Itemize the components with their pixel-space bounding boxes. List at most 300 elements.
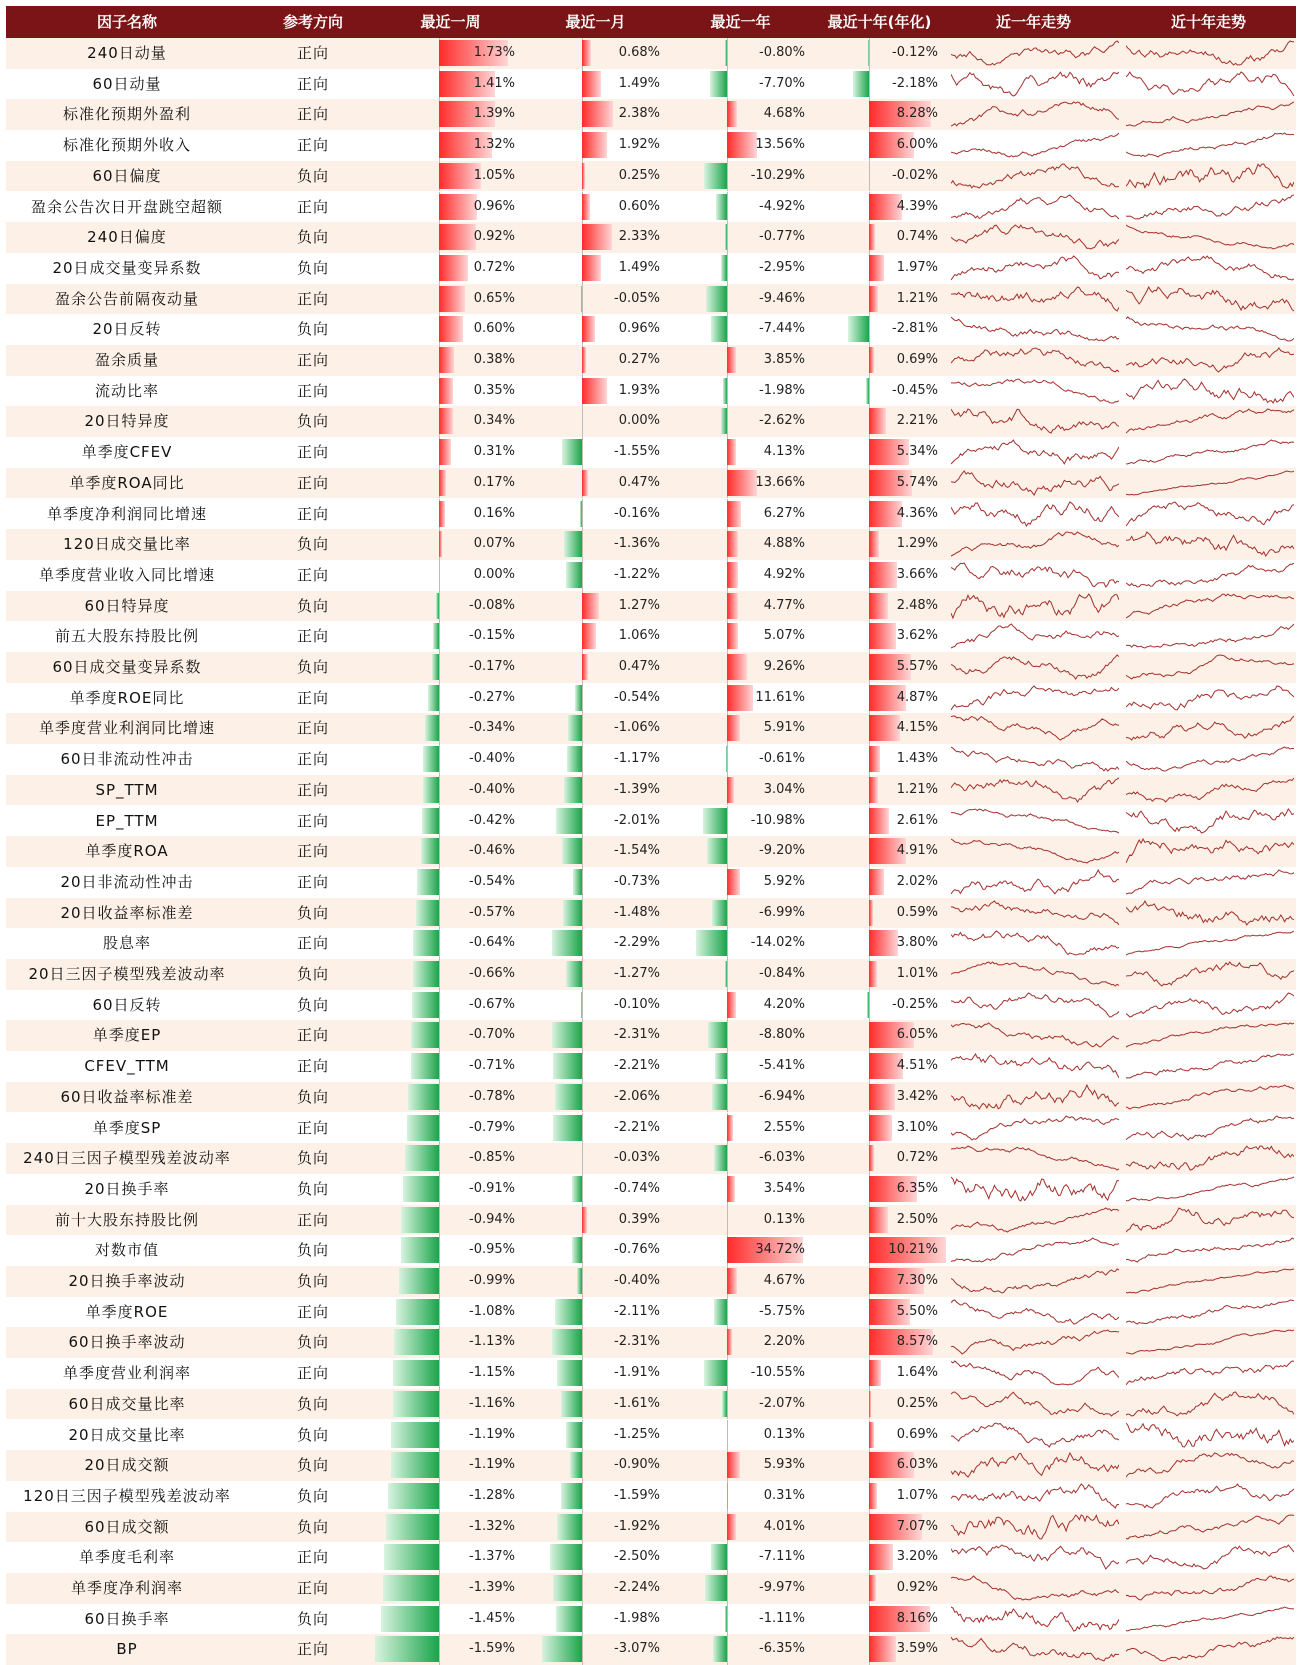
week-bar — [391, 1422, 439, 1448]
sparkline-1y-line — [951, 287, 1119, 311]
week-value: -0.99% — [435, 1266, 515, 1297]
sparkline-1y — [951, 929, 1119, 957]
table-row — [6, 652, 1296, 683]
sparkline-10y-line — [1126, 778, 1294, 802]
year-bar — [704, 163, 727, 189]
table-row — [6, 1389, 1296, 1420]
factor-name: 20日三因子模型残差波动率 — [6, 959, 248, 990]
factor-direction: 正向 — [248, 468, 378, 499]
decade-value: 4.51% — [858, 1051, 938, 1082]
month-bar — [555, 1084, 582, 1110]
table-row — [6, 591, 1296, 622]
decade-value: 8.28% — [858, 99, 938, 130]
sparkline-1y — [951, 100, 1119, 128]
sparkline-1y-line — [951, 379, 1119, 403]
factor-direction: 正向 — [248, 1020, 378, 1051]
sparkline-10y — [1126, 899, 1294, 927]
sparkline-1y — [951, 1482, 1119, 1510]
sparkline-1y — [951, 592, 1119, 620]
sparkline-1y — [951, 991, 1119, 1019]
factor-name: 120日三因子模型残差波动率 — [6, 1481, 248, 1512]
table-row — [6, 928, 1296, 959]
factor-name: 单季度CFEV — [6, 437, 248, 468]
year-value: 4.77% — [725, 591, 805, 622]
factor-name: 单季度营业利润率 — [6, 1358, 248, 1389]
year-value: -1.98% — [725, 376, 805, 407]
factor-name: 240日动量 — [6, 38, 248, 69]
header-month: 最近一月 — [523, 6, 668, 38]
decade-value: 10.21% — [858, 1235, 938, 1266]
year-value: -6.03% — [725, 1143, 805, 1174]
week-value: 1.73% — [435, 38, 515, 69]
sparkline-1y — [951, 1421, 1119, 1449]
sparkline-1y-line — [951, 563, 1119, 587]
table-row — [6, 1113, 1296, 1144]
week-bar — [388, 1483, 439, 1509]
month-bar — [553, 1575, 582, 1601]
sparkline-1y — [951, 500, 1119, 528]
week-bar — [394, 1329, 439, 1355]
year-value: 0.13% — [725, 1420, 805, 1451]
sparkline-1y — [951, 1513, 1119, 1541]
week-value: 0.92% — [435, 222, 515, 253]
month-value: -0.05% — [580, 284, 660, 315]
sparkline-10y-line — [1126, 1576, 1294, 1600]
year-value: -7.11% — [725, 1542, 805, 1573]
table-row — [6, 1420, 1296, 1451]
table-row — [6, 683, 1296, 714]
month-value: -1.17% — [580, 744, 660, 775]
sparkline-10y-line — [1126, 809, 1294, 833]
factor-name: 前五大股东持股比例 — [6, 621, 248, 652]
table-row — [6, 1205, 1296, 1236]
week-value: -1.37% — [435, 1542, 515, 1573]
factor-name: EP_TTM — [6, 806, 248, 837]
factor-direction: 正向 — [248, 560, 378, 591]
factor-name: 前十大股东持股比例 — [6, 1205, 248, 1236]
week-value: -0.40% — [435, 775, 515, 806]
week-value: -1.28% — [435, 1481, 515, 1512]
factor-name: 60日动量 — [6, 69, 248, 100]
sparkline-1y-line — [951, 686, 1119, 710]
table-row — [6, 1512, 1296, 1543]
sparkline-1y-line — [951, 1361, 1119, 1385]
sparkline-10y-line — [1126, 195, 1294, 219]
factor-name: 20日成交量比率 — [6, 1420, 248, 1451]
decade-value: -0.45% — [858, 376, 938, 407]
decade-value: 3.42% — [858, 1082, 938, 1113]
factor-name: 单季度净利润率 — [6, 1573, 248, 1604]
sparkline-1y — [951, 1605, 1119, 1633]
factor-name: 流动比率 — [6, 376, 248, 407]
month-bar — [561, 1483, 582, 1509]
sparkline-1y — [951, 1451, 1119, 1479]
month-value: 1.93% — [580, 376, 660, 407]
sparkline-10y-line — [1126, 287, 1294, 311]
sparkline-10y — [1126, 1421, 1294, 1449]
factor-direction: 正向 — [248, 713, 378, 744]
factor-name: 20日非流动性冲击 — [6, 867, 248, 898]
sparkline-1y-line — [951, 502, 1119, 526]
factor-name: 60日成交额 — [6, 1512, 248, 1543]
decade-value: -2.81% — [858, 314, 938, 345]
sparkline-1y-line — [951, 1576, 1119, 1600]
month-bar — [552, 1329, 582, 1355]
sparkline-10y-line — [1126, 1423, 1294, 1447]
sparkline-10y-line — [1126, 102, 1294, 126]
month-value: 2.33% — [580, 222, 660, 253]
factor-direction: 负向 — [248, 1143, 378, 1174]
sparkline-10y — [1126, 1267, 1294, 1295]
sparkline-1y-line — [951, 655, 1119, 679]
sparkline-10y — [1126, 285, 1294, 313]
sparkline-1y — [951, 223, 1119, 251]
year-bar — [696, 930, 727, 956]
sparkline-10y-line — [1126, 870, 1294, 894]
factor-name: 盈余公告前隔夜动量 — [6, 284, 248, 315]
sparkline-10y-line — [1126, 502, 1294, 526]
factor-name: BP — [6, 1634, 248, 1665]
factor-direction: 负向 — [248, 161, 378, 192]
table-row — [6, 1327, 1296, 1358]
table-row — [6, 38, 1296, 69]
decade-value: 1.21% — [858, 284, 938, 315]
sparkline-1y — [951, 837, 1119, 865]
sparkline-10y — [1126, 1451, 1294, 1479]
sparkline-1y — [951, 1021, 1119, 1049]
year-value: -2.07% — [725, 1389, 805, 1420]
month-value: -1.25% — [580, 1420, 660, 1451]
decade-value: 2.48% — [858, 591, 938, 622]
decade-value: 1.97% — [858, 253, 938, 284]
sparkline-10y — [1126, 377, 1294, 405]
sparkline-1y — [951, 1390, 1119, 1418]
sparkline-1y — [951, 653, 1119, 681]
sparkline-1y — [951, 622, 1119, 650]
sparkline-10y — [1126, 929, 1294, 957]
decade-value: 6.35% — [858, 1174, 938, 1205]
month-bar — [562, 838, 582, 864]
month-value: -1.36% — [580, 529, 660, 560]
table-row — [6, 1266, 1296, 1297]
table-row — [6, 1358, 1296, 1389]
year-value: -8.80% — [725, 1020, 805, 1051]
month-value: -0.03% — [580, 1143, 660, 1174]
factor-name: 240日三因子模型残差波动率 — [6, 1143, 248, 1174]
week-value: -1.13% — [435, 1327, 515, 1358]
factor-name: 120日成交量比率 — [6, 529, 248, 560]
sparkline-10y — [1126, 438, 1294, 466]
month-value: 0.47% — [580, 652, 660, 683]
week-value: 0.34% — [435, 406, 515, 437]
sparkline-10y — [1126, 254, 1294, 282]
sparkline-10y — [1126, 561, 1294, 589]
sparkline-1y-line — [951, 1146, 1119, 1170]
table-row — [6, 1542, 1296, 1573]
factor-name: 60日偏度 — [6, 161, 248, 192]
week-value: -0.64% — [435, 928, 515, 959]
factor-direction: 正向 — [248, 99, 378, 130]
table-row — [6, 744, 1296, 775]
sparkline-1y — [951, 868, 1119, 896]
decade-value: 1.29% — [858, 529, 938, 560]
sparkline-1y-line — [951, 440, 1119, 464]
sparkline-10y — [1126, 868, 1294, 896]
decade-value: 4.36% — [858, 499, 938, 530]
sparkline-10y-line — [1126, 747, 1294, 771]
decade-value: 3.80% — [858, 928, 938, 959]
sparkline-10y-line — [1126, 1484, 1294, 1508]
factor-direction: 正向 — [248, 1358, 378, 1389]
sparkline-1y-line — [951, 256, 1119, 280]
sparkline-1y — [951, 745, 1119, 773]
table-row — [6, 130, 1296, 161]
sparkline-10y-line — [1126, 1146, 1294, 1170]
factor-name: 20日特异度 — [6, 406, 248, 437]
sparkline-1y-line — [951, 901, 1119, 925]
sparkline-10y-line — [1126, 256, 1294, 280]
sparkline-1y-line — [951, 1453, 1119, 1477]
table-row — [6, 959, 1296, 990]
sparkline-1y-line — [951, 1023, 1119, 1047]
month-value: -1.98% — [580, 1604, 660, 1635]
week-bar — [393, 1391, 439, 1417]
sparkline-10y-line — [1126, 440, 1294, 464]
week-bar — [399, 1268, 439, 1294]
month-value: 0.60% — [580, 192, 660, 223]
week-value: 1.41% — [435, 69, 515, 100]
sparkline-1y — [951, 899, 1119, 927]
factor-direction: 正向 — [248, 1542, 378, 1573]
sparkline-1y — [951, 254, 1119, 282]
sparkline-10y — [1126, 807, 1294, 835]
table-row — [6, 1450, 1296, 1481]
week-value: -0.54% — [435, 867, 515, 898]
month-value: -1.22% — [580, 560, 660, 591]
month-value: -0.74% — [580, 1174, 660, 1205]
factor-direction: 正向 — [248, 1051, 378, 1082]
header-trend-1y: 近一年走势 — [946, 6, 1121, 38]
decade-value: 2.61% — [858, 806, 938, 837]
sparkline-10y-line — [1126, 594, 1294, 618]
sparkline-10y — [1126, 500, 1294, 528]
sparkline-1y-line — [951, 809, 1119, 833]
week-value: -0.46% — [435, 836, 515, 867]
sparkline-1y — [951, 438, 1119, 466]
sparkline-1y-line — [951, 72, 1119, 96]
sparkline-10y-line — [1126, 1361, 1294, 1385]
factor-name: 单季度ROE — [6, 1297, 248, 1328]
year-value: 4.13% — [725, 437, 805, 468]
year-value: 5.93% — [725, 1450, 805, 1481]
sparkline-10y-line — [1126, 1085, 1294, 1109]
factor-direction: 负向 — [248, 253, 378, 284]
table-row — [6, 1174, 1296, 1205]
decade-value: 6.03% — [858, 1450, 938, 1481]
sparkline-1y — [951, 346, 1119, 374]
week-bar — [401, 1237, 439, 1263]
sparkline-10y-line — [1126, 962, 1294, 986]
decade-value: 5.74% — [858, 468, 938, 499]
factor-direction: 正向 — [248, 775, 378, 806]
factor-direction: 正向 — [248, 928, 378, 959]
week-value: 0.96% — [435, 192, 515, 223]
sparkline-10y — [1126, 592, 1294, 620]
month-value: -1.39% — [580, 775, 660, 806]
sparkline-1y-line — [951, 1637, 1119, 1661]
factor-name: 盈余质量 — [6, 345, 248, 376]
sparkline-10y — [1126, 653, 1294, 681]
week-value: -1.16% — [435, 1389, 515, 1420]
decade-value: 1.43% — [858, 744, 938, 775]
factor-name: 60日换手率 — [6, 1604, 248, 1635]
sparkline-10y-line — [1126, 1023, 1294, 1047]
year-value: -9.97% — [725, 1573, 805, 1604]
table-row — [6, 468, 1296, 499]
sparkline-1y — [951, 530, 1119, 558]
table-row — [6, 1082, 1296, 1113]
factor-direction: 正向 — [248, 130, 378, 161]
sparkline-10y — [1126, 1052, 1294, 1080]
factor-direction: 正向 — [248, 836, 378, 867]
sparkline-10y-line — [1126, 839, 1294, 863]
table-row — [6, 1573, 1296, 1604]
table-row — [6, 99, 1296, 130]
week-value: -0.57% — [435, 898, 515, 929]
sparkline-10y — [1126, 39, 1294, 67]
month-value: -2.11% — [580, 1297, 660, 1328]
decade-value: 1.21% — [858, 775, 938, 806]
sparkline-10y-line — [1126, 1238, 1294, 1262]
decade-value: 5.50% — [858, 1297, 938, 1328]
sparkline-10y-line — [1126, 133, 1294, 157]
year-value: 4.92% — [725, 560, 805, 591]
month-value: -1.27% — [580, 959, 660, 990]
week-value: -0.40% — [435, 744, 515, 775]
table-row — [6, 192, 1296, 223]
sparkline-1y — [951, 39, 1119, 67]
table-row — [6, 1143, 1296, 1174]
sparkline-1y-line — [951, 1208, 1119, 1232]
week-value: -0.42% — [435, 806, 515, 837]
sparkline-10y-line — [1126, 1637, 1294, 1661]
month-value: 0.27% — [580, 345, 660, 376]
sparkline-1y-line — [951, 993, 1119, 1017]
sparkline-10y — [1126, 714, 1294, 742]
week-value: -0.95% — [435, 1235, 515, 1266]
factor-name: 单季度毛利率 — [6, 1542, 248, 1573]
table-row — [6, 990, 1296, 1021]
table-row — [6, 560, 1296, 591]
year-value: -5.41% — [725, 1051, 805, 1082]
factor-name: 单季度ROE同比 — [6, 683, 248, 714]
sparkline-10y — [1126, 346, 1294, 374]
year-value: 5.07% — [725, 621, 805, 652]
year-value: 4.67% — [725, 1266, 805, 1297]
sparkline-10y-line — [1126, 655, 1294, 679]
month-value: -1.48% — [580, 898, 660, 929]
year-value: -4.92% — [725, 192, 805, 223]
year-value: -7.70% — [725, 69, 805, 100]
year-bar — [704, 1360, 727, 1386]
factor-direction: 负向 — [248, 1266, 378, 1297]
sparkline-1y-line — [951, 1484, 1119, 1508]
decade-value: 3.62% — [858, 621, 938, 652]
year-value: 3.85% — [725, 345, 805, 376]
table-row — [6, 253, 1296, 284]
week-value: -0.70% — [435, 1020, 515, 1051]
sparkline-1y-line — [951, 1116, 1119, 1140]
week-value: -1.45% — [435, 1604, 515, 1635]
year-value: 9.26% — [725, 652, 805, 683]
table-row — [6, 161, 1296, 192]
week-bar — [405, 1145, 439, 1171]
factor-direction: 负向 — [248, 990, 378, 1021]
week-value: -0.79% — [435, 1113, 515, 1144]
table-row — [6, 713, 1296, 744]
sparkline-1y — [951, 1574, 1119, 1602]
month-value: -0.40% — [580, 1266, 660, 1297]
factor-name: 20日收益率标准差 — [6, 898, 248, 929]
week-value: 0.17% — [435, 468, 515, 499]
header-year: 最近一年 — [668, 6, 813, 38]
sparkline-1y — [951, 315, 1119, 343]
table-row — [6, 1634, 1296, 1665]
year-bar — [705, 1575, 727, 1601]
month-value: -1.91% — [580, 1358, 660, 1389]
decade-value: -0.02% — [858, 161, 938, 192]
table-row — [6, 406, 1296, 437]
factor-direction: 负向 — [248, 1174, 378, 1205]
month-value: -1.55% — [580, 437, 660, 468]
factor-name: 单季度净利润同比增速 — [6, 499, 248, 530]
sparkline-10y-line — [1126, 716, 1294, 740]
sparkline-1y-line — [951, 1423, 1119, 1447]
month-value: -0.73% — [580, 867, 660, 898]
sparkline-1y-line — [951, 594, 1119, 618]
factor-name: 单季度营业利润同比增速 — [6, 713, 248, 744]
week-value: -1.19% — [435, 1450, 515, 1481]
week-value: 0.07% — [435, 529, 515, 560]
sparkline-1y-line — [951, 1515, 1119, 1539]
year-value: -6.35% — [725, 1634, 805, 1665]
month-value: -2.01% — [580, 806, 660, 837]
sparkline-1y — [951, 1298, 1119, 1326]
sparkline-1y-line — [951, 1300, 1119, 1324]
sparkline-10y-line — [1126, 532, 1294, 556]
sparkline-1y-line — [951, 348, 1119, 372]
sparkline-10y — [1126, 1359, 1294, 1387]
week-value: 1.39% — [435, 99, 515, 130]
sparkline-1y — [951, 561, 1119, 589]
decade-value: 2.02% — [858, 867, 938, 898]
sparkline-1y-line — [951, 225, 1119, 249]
sparkline-10y — [1126, 1144, 1294, 1172]
table-row — [6, 345, 1296, 376]
sparkline-1y — [951, 776, 1119, 804]
sparkline-10y-line — [1126, 1392, 1294, 1416]
decade-value: 4.15% — [858, 713, 938, 744]
decade-value: 4.39% — [858, 192, 938, 223]
year-value: -6.99% — [725, 898, 805, 929]
sparkline-10y — [1126, 223, 1294, 251]
month-value: -1.61% — [580, 1389, 660, 1420]
month-value: 1.49% — [580, 69, 660, 100]
decade-value: 2.21% — [858, 406, 938, 437]
sparkline-10y — [1126, 1114, 1294, 1142]
year-value: -1.11% — [725, 1604, 805, 1635]
factor-name: 股息率 — [6, 928, 248, 959]
